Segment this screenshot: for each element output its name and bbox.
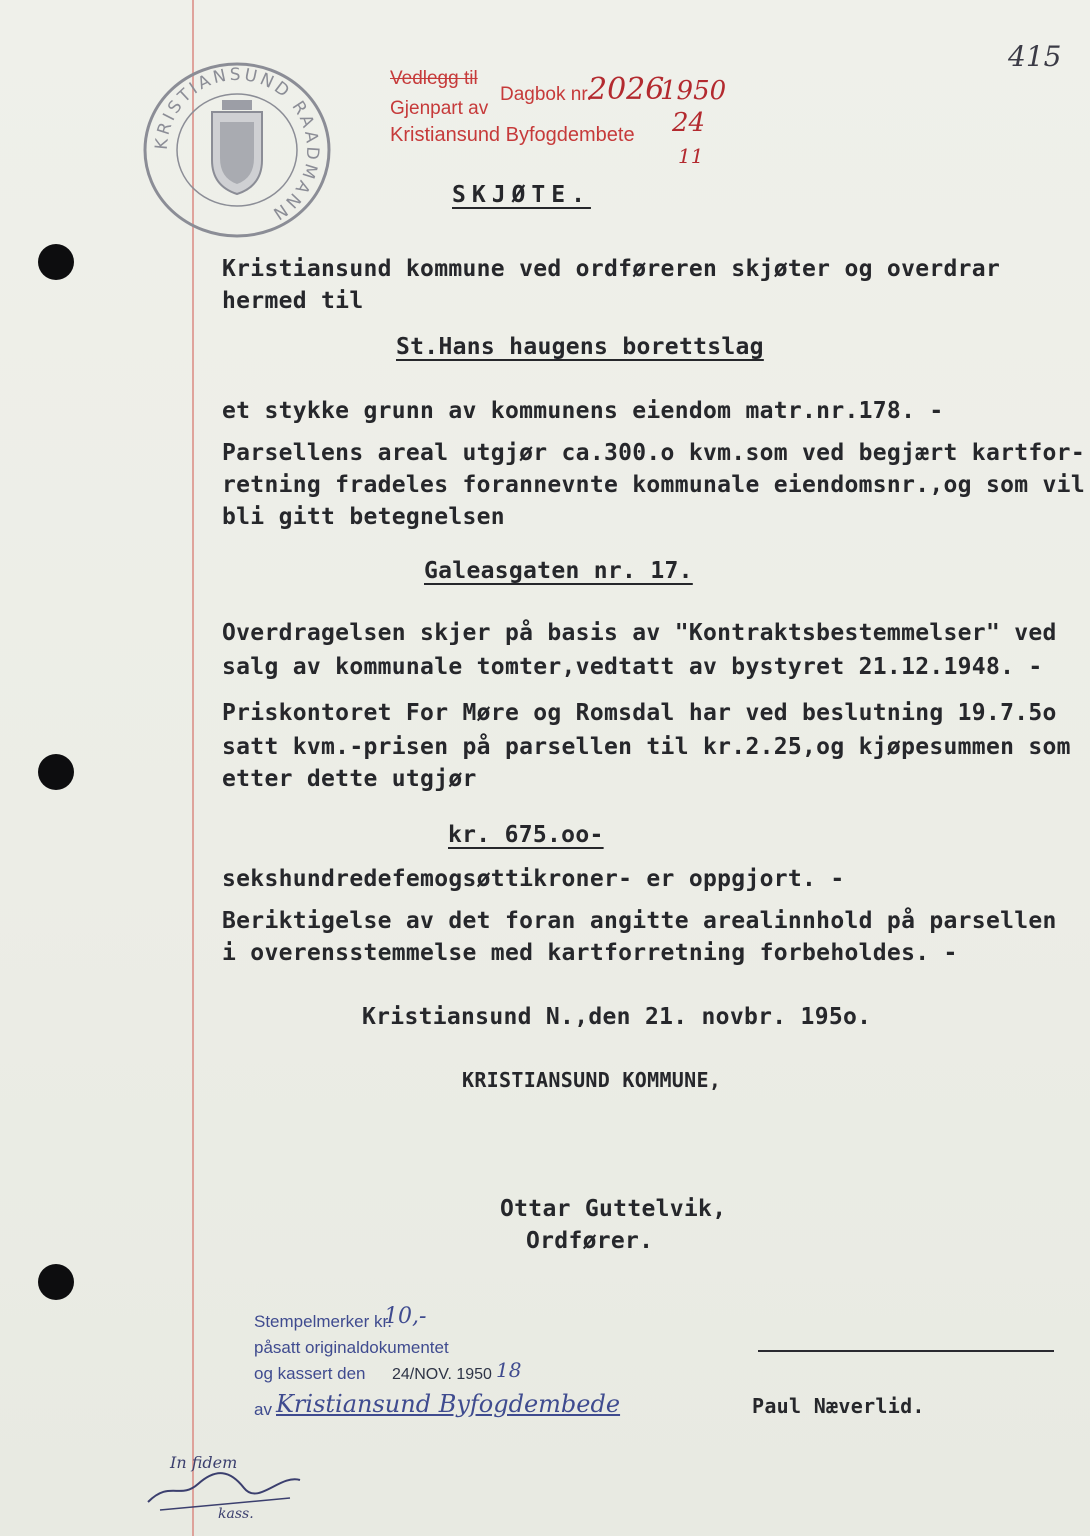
stamp-office: Kristiansund Byfogdembete <box>390 124 635 146</box>
handwritten-signature-icon <box>140 1440 310 1520</box>
buyer-name: St.Hans haugens borettslag <box>396 334 764 360</box>
paragraph-line: Priskontoret For Møre og Romsdal har ved beslutning 19.7.5o <box>222 700 1057 726</box>
paragraph-line: bli gitt betegnelsen <box>222 504 505 530</box>
paragraph-line: i overensstemmelse med kartforretning forbeholdes. - <box>222 940 958 966</box>
purchase-amount: kr. 675.oo- <box>448 822 604 848</box>
stamp-amount: 10,- <box>384 1304 427 1329</box>
stamp-gjenpart: Gjenpart av <box>390 98 489 119</box>
paragraph-line: hermed til <box>222 288 364 314</box>
stamp-note-line: og kassert den <box>254 1364 366 1383</box>
paragraph-line: et stykke grunn av kommunens eiendom matr.nr.178. - <box>222 398 944 424</box>
document-title: SKJØTE. <box>452 182 591 208</box>
stamp-date-month: 11 <box>678 144 704 168</box>
stamp-date-day: 24 <box>672 108 706 138</box>
page-number: 415 <box>1008 40 1062 73</box>
municipal-seal-icon <box>140 60 334 240</box>
journal-year: 1950 <box>660 76 727 106</box>
paragraph-line: Parsellens areal utgjør ca.300.o kvm.som ved begjært kartfor- <box>222 440 1085 466</box>
paragraph-line: salg av kommunale tomter,vedtatt av bystyret 21.12.1948. - <box>222 654 1043 680</box>
journal-number: 2026 <box>588 72 665 107</box>
stamp-note-line: av <box>254 1400 272 1419</box>
signer-title: Ordfører. <box>526 1228 654 1254</box>
cancel-date: 24/NOV. 1950 <box>392 1366 492 1383</box>
amount-in-words: sekshundredefemogsøttikroner- er oppgjort. - <box>222 866 845 892</box>
paragraph-line: Overdragelsen skjer på basis av "Kontraktsbestemmelser" ved <box>222 620 1057 646</box>
paragraph-line: Kristiansund kommune ved ordføreren skjøter og overdrar <box>222 256 1001 282</box>
stamp-vedlegg: Vedlegg til <box>390 68 478 89</box>
svg-text:In fidem: In fidem <box>170 1453 238 1472</box>
svg-text:kass.: kass. <box>218 1506 254 1520</box>
stamp-note-line: påsatt originaldokumentet <box>254 1338 449 1357</box>
stamp-note-line: Stempelmerker kr. <box>254 1312 392 1331</box>
stamp-dagbok-label: Dagbok nr. <box>500 84 592 105</box>
cancel-office: Kristiansund Byfogdembede <box>276 1390 621 1418</box>
cancel-date-suffix: 18 <box>496 1358 522 1382</box>
paragraph-line: satt kvm.-prisen på parsellen til kr.2.25,og kjøpesummen som <box>222 734 1071 760</box>
signer-name: Ottar Guttelvik, <box>500 1196 727 1222</box>
svg-text:KRISTIANSUND RAADMANN: KRISTIANSUND RAADMANN <box>151 64 323 225</box>
signature-line <box>758 1350 1054 1352</box>
punch-hole <box>38 244 74 280</box>
paragraph-line: Beriktigelse av det foran angitte arealinnhold på parsellen <box>222 908 1057 934</box>
property-address: Galeasgaten nr. 17. <box>424 558 693 584</box>
paragraph-line: retning fradeles forannevnte kommunale eiendomsnr.,og som vil <box>222 472 1085 498</box>
punch-hole <box>38 754 74 790</box>
place-and-date: Kristiansund N.,den 21. novbr. 195o. <box>362 1004 872 1030</box>
signer-organization: KRISTIANSUND KOMMUNE, <box>462 1068 722 1092</box>
second-signer-name: Paul Næverlid. <box>752 1394 925 1418</box>
punch-hole <box>38 1264 74 1300</box>
paragraph-line: etter dette utgjør <box>222 766 477 792</box>
